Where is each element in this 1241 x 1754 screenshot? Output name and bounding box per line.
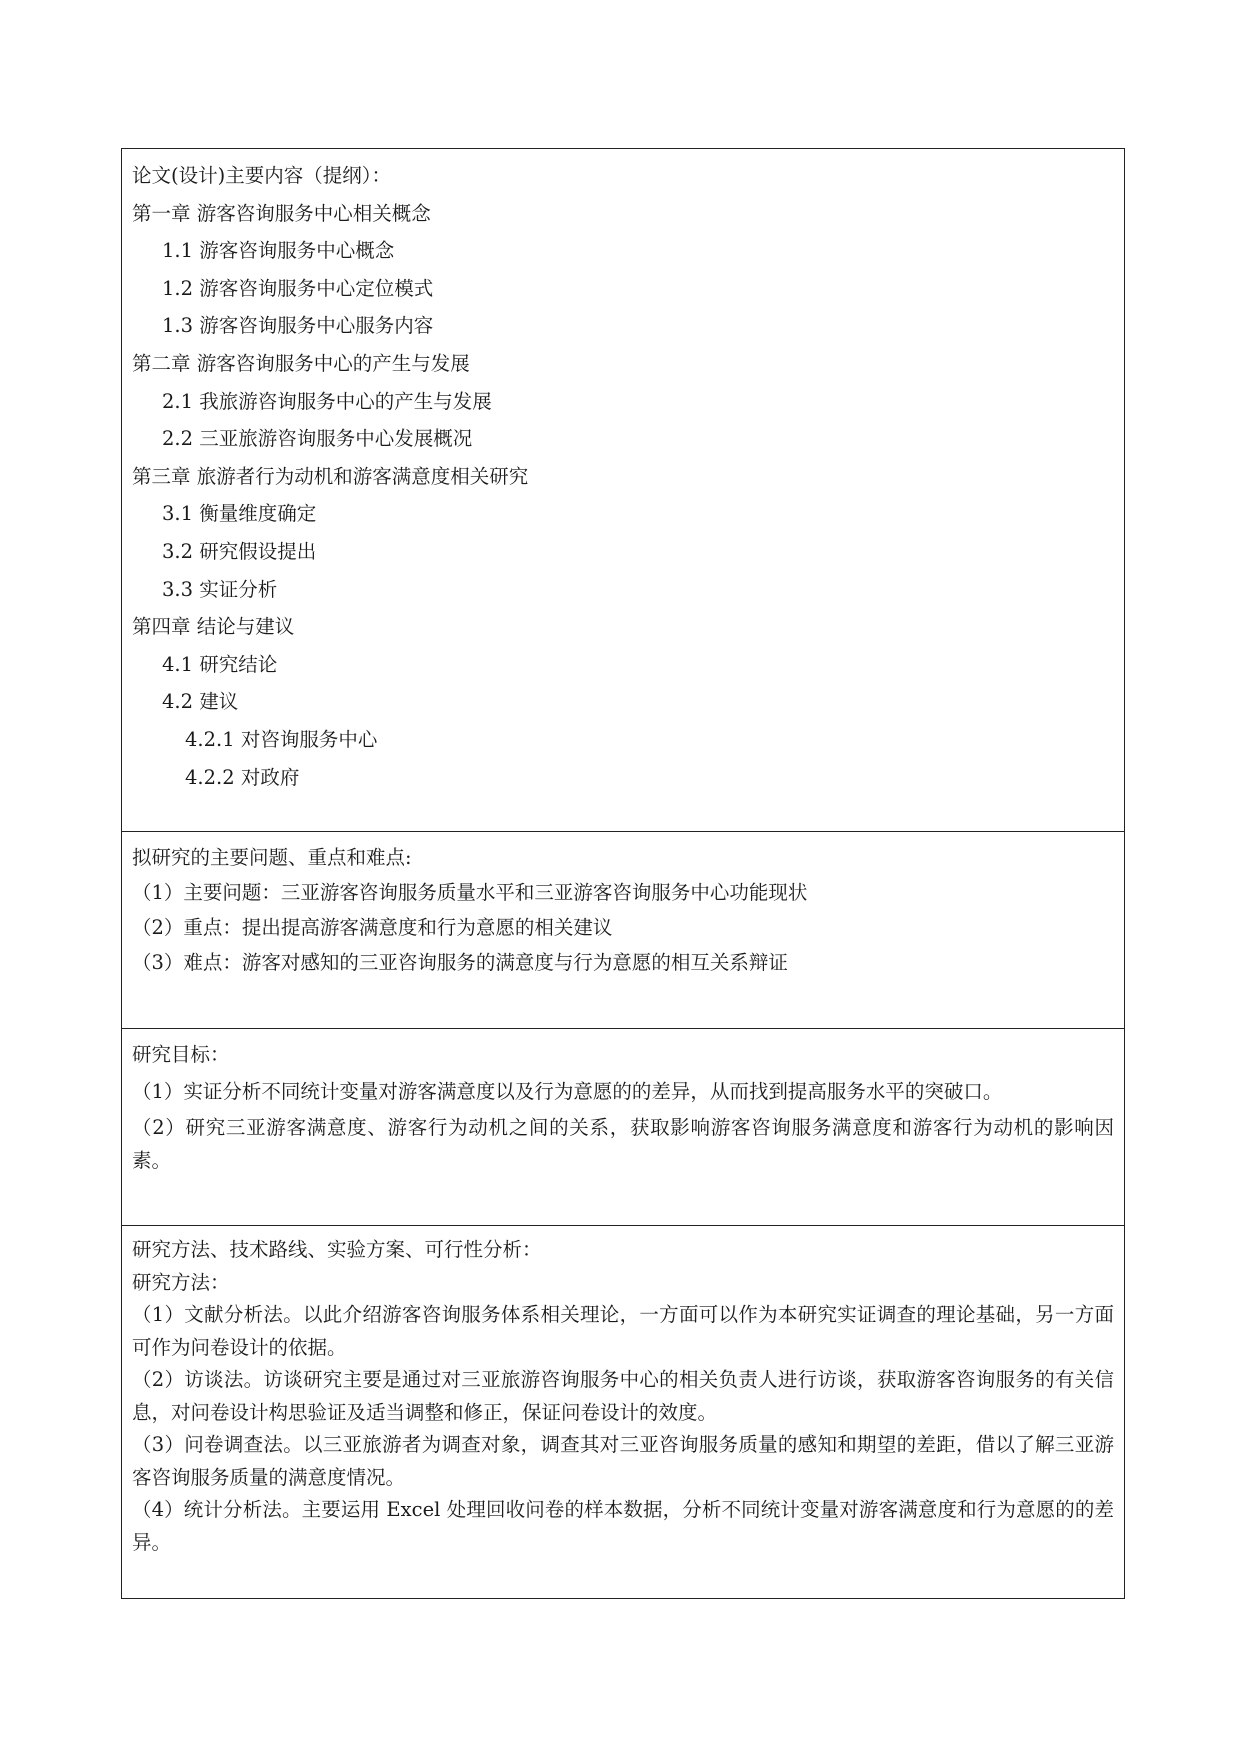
method-item: （3）问卷调查法。以三亚旅游者为调查对象，调查其对三亚咨询服务质量的感知和期望的差距，借以了解三亚游客咨询服务质量的满意度情况。 bbox=[132, 1433, 1114, 1489]
methods-heading: 研究方法、技术路线、实验方案、可行性分析： bbox=[132, 1238, 542, 1261]
outline-item: 1.3 游客咨询服务中心服务内容 bbox=[162, 314, 434, 338]
outline-item: 2.2 三亚旅游咨询服务中心发展概况 bbox=[162, 427, 473, 451]
outline-item: 1.2 游客咨询服务中心定位模式 bbox=[162, 276, 434, 300]
goal-item: （1）实证分析不同统计变量对游客满意度以及行为意愿的的差异，从而找到提高服务水平的突破口。 bbox=[132, 1080, 1003, 1103]
outline-item: 4.1 研究结论 bbox=[162, 652, 278, 676]
problem-item: （3）难点：游客对感知的三亚咨询服务的满意度与行为意愿的相互关系辩证 bbox=[132, 951, 788, 974]
goals-heading: 研究目标： bbox=[132, 1043, 230, 1066]
goals-section bbox=[122, 1029, 1124, 1226]
methods-subheading: 研究方法： bbox=[132, 1270, 230, 1294]
outline-item: 第三章 旅游者行为动机和游客满意度相关研究 bbox=[132, 464, 529, 488]
methods-section bbox=[122, 1226, 1124, 1598]
outline-item: 3.2 研究假设提出 bbox=[162, 539, 317, 563]
outline-item: 4.2.1 对咨询服务中心 bbox=[185, 727, 378, 751]
outline-item: 3.1 衡量维度确定 bbox=[162, 502, 317, 526]
problem-item: （2）重点：提出提高游客满意度和行为意愿的相关建议 bbox=[132, 916, 613, 939]
outline-item: 第一章 游客咨询服务中心相关概念 bbox=[132, 201, 431, 225]
outline-section bbox=[122, 149, 1124, 832]
proposal-form-table bbox=[121, 148, 1125, 1599]
method-item: （1）文献分析法。以此介绍游客咨询服务体系相关理论，一方面可以作为本研究实证调查的理论基础，另一方面可作为问卷设计的依据。 bbox=[132, 1303, 1114, 1359]
outline-item: 1.1 游客咨询服务中心概念 bbox=[162, 239, 395, 263]
outline-item: 3.3 实证分析 bbox=[162, 577, 278, 601]
outline-item: 第二章 游客咨询服务中心的产生与发展 bbox=[132, 351, 470, 375]
problems-section bbox=[122, 832, 1124, 1029]
outline-heading: 论文(设计)主要内容（提纲）： bbox=[132, 164, 391, 187]
outline-item: 第四章 结论与建议 bbox=[132, 615, 295, 639]
method-item: （2）访谈法。访谈研究主要是通过对三亚旅游咨询服务中心的相关负责人进行访谈，获取游客咨询服务的有关信息，对问卷设计构思验证及适当调整和修正，保证问卷设计的效度。 bbox=[132, 1368, 1114, 1424]
method-item: （4）统计分析法。主要运用 Excel 处理回收问卷的样本数据，分析不同统计变量对游客满意度和行为意愿的的差异。 bbox=[132, 1498, 1114, 1554]
problems-heading: 拟研究的主要问题、重点和难点: bbox=[132, 846, 412, 869]
outline-item: 2.1 我旅游咨询服务中心的产生与发展 bbox=[162, 389, 492, 413]
outline-item: 4.2 建议 bbox=[162, 690, 239, 714]
goal-item: （2）研究三亚游客满意度、游客行为动机之间的关系，获取影响游客咨询服务满意度和游客行为动机的影响因素。 bbox=[132, 1116, 1114, 1172]
outline-item: 4.2.2 对政府 bbox=[185, 765, 300, 789]
problem-item: （1）主要问题：三亚游客咨询服务质量水平和三亚游客咨询服务中心功能现状 bbox=[132, 881, 808, 904]
